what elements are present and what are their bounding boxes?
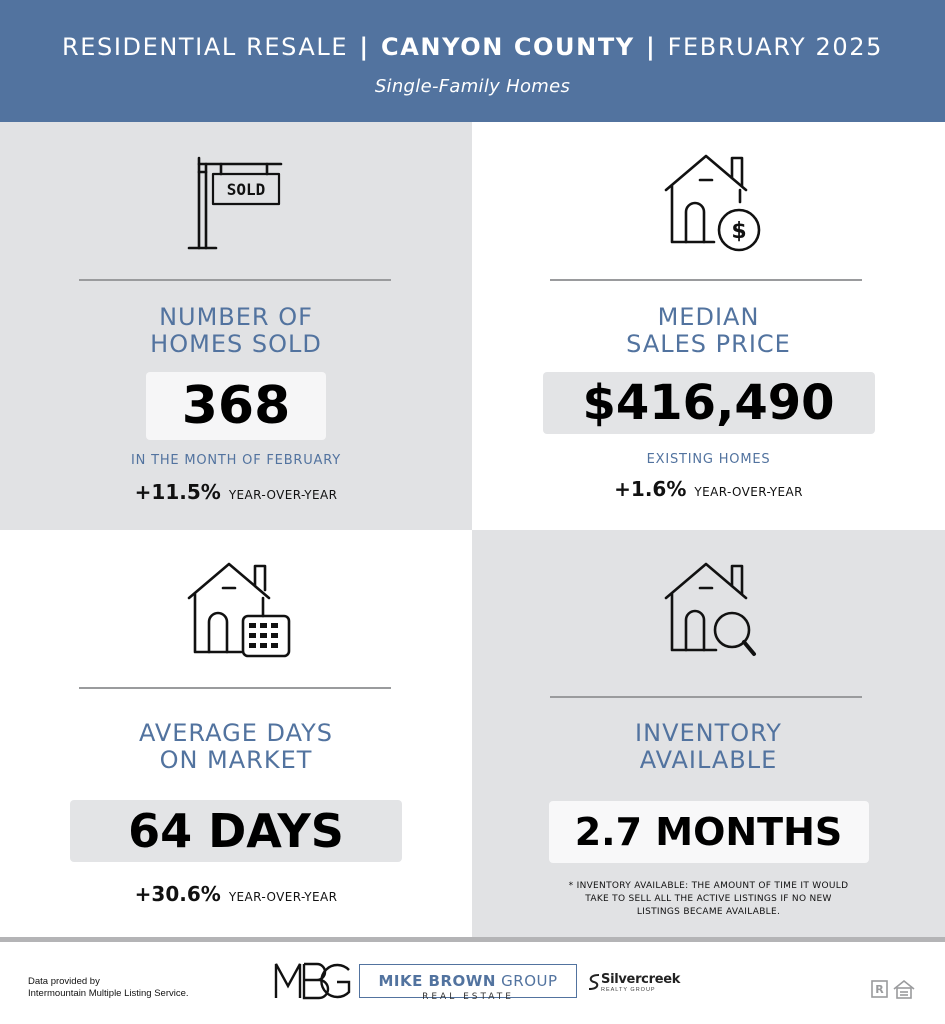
mbg-logo-icon <box>273 960 353 1000</box>
svg-text:$: $ <box>730 219 747 244</box>
metric-label: AVERAGE DAYS ON MARKET <box>138 719 334 774</box>
brand-subtitle: REAL ESTATE <box>422 992 514 1002</box>
median-price-panel <box>472 122 945 530</box>
title-period: FEBRUARY 2025 <box>667 33 884 61</box>
yoy-label: YEAR-OVER-YEAR <box>228 890 338 904</box>
house-calendar-icon <box>181 558 291 663</box>
sold-sign-icon <box>181 150 291 255</box>
footer <box>0 942 945 1024</box>
title-separator: | <box>359 33 370 61</box>
yoy-label: YEAR-OVER-YEAR <box>228 488 338 502</box>
median-price-value: $416,490 <box>543 372 875 434</box>
days-on-market-panel <box>0 530 472 938</box>
yoy-percent: +11.5% <box>134 480 221 504</box>
metric-label: INVENTORY AVAILABLE <box>635 719 782 774</box>
yoy-percent: +30.6% <box>134 882 221 906</box>
metric-context: IN THE MONTH OF FEBRUARY <box>130 453 341 468</box>
homes-sold-panel <box>0 122 472 530</box>
svg-text:SOLD: SOLD <box>226 180 266 199</box>
page-subtitle: Single-Family Homes <box>374 76 571 97</box>
house-dollar-icon <box>654 150 764 255</box>
title-separator: | <box>646 33 657 61</box>
partner-subtitle: REALTY GROUP <box>601 987 656 993</box>
inventory-footnote: * INVENTORY AVAILABLE: THE AMOUNT OF TIME IT WOULD TAKE TO SELL ALL THE ACTIVE LISTINGS IF NO NEW LISTINGS BECAME AVAILABLE. <box>568 881 849 917</box>
days-on-market-value: 64 DAYS <box>70 800 402 862</box>
inventory-value: 2.7 MONTHS <box>549 801 869 863</box>
title-county: CANYON COUNTY <box>381 33 635 61</box>
section-divider <box>550 279 862 281</box>
metric-label: NUMBER OF HOMES SOLD <box>150 303 322 358</box>
yoy-change <box>0 480 472 504</box>
section-divider <box>550 696 862 698</box>
yoy-change <box>472 477 945 501</box>
partner-logo <box>587 970 681 996</box>
yoy-change <box>0 882 472 906</box>
inventory-panel <box>472 530 945 938</box>
brand-name: MIKE BROWN GROUP <box>378 972 558 990</box>
yoy-percent: +1.6% <box>614 477 687 501</box>
metric-label: MEDIAN SALES PRICE <box>626 303 791 358</box>
svg-text:R: R <box>875 983 884 996</box>
equal-housing-icon <box>870 978 920 1000</box>
yoy-label: YEAR-OVER-YEAR <box>694 485 803 499</box>
house-magnifier-icon <box>654 558 764 663</box>
silvercreek-swoosh-icon <box>587 972 601 992</box>
header-banner <box>0 0 945 122</box>
data-source: Data provided by Intermountain Multiple Listing Service. <box>28 976 189 999</box>
section-divider <box>79 279 391 281</box>
homes-sold-value: 368 <box>146 372 326 440</box>
partner-name: Silvercreek <box>601 972 681 987</box>
section-divider <box>79 687 391 689</box>
page-title <box>0 33 945 61</box>
title-report-type: RESIDENTIAL RESALE <box>61 33 349 61</box>
metric-context: EXISTING HOMES <box>646 452 771 467</box>
